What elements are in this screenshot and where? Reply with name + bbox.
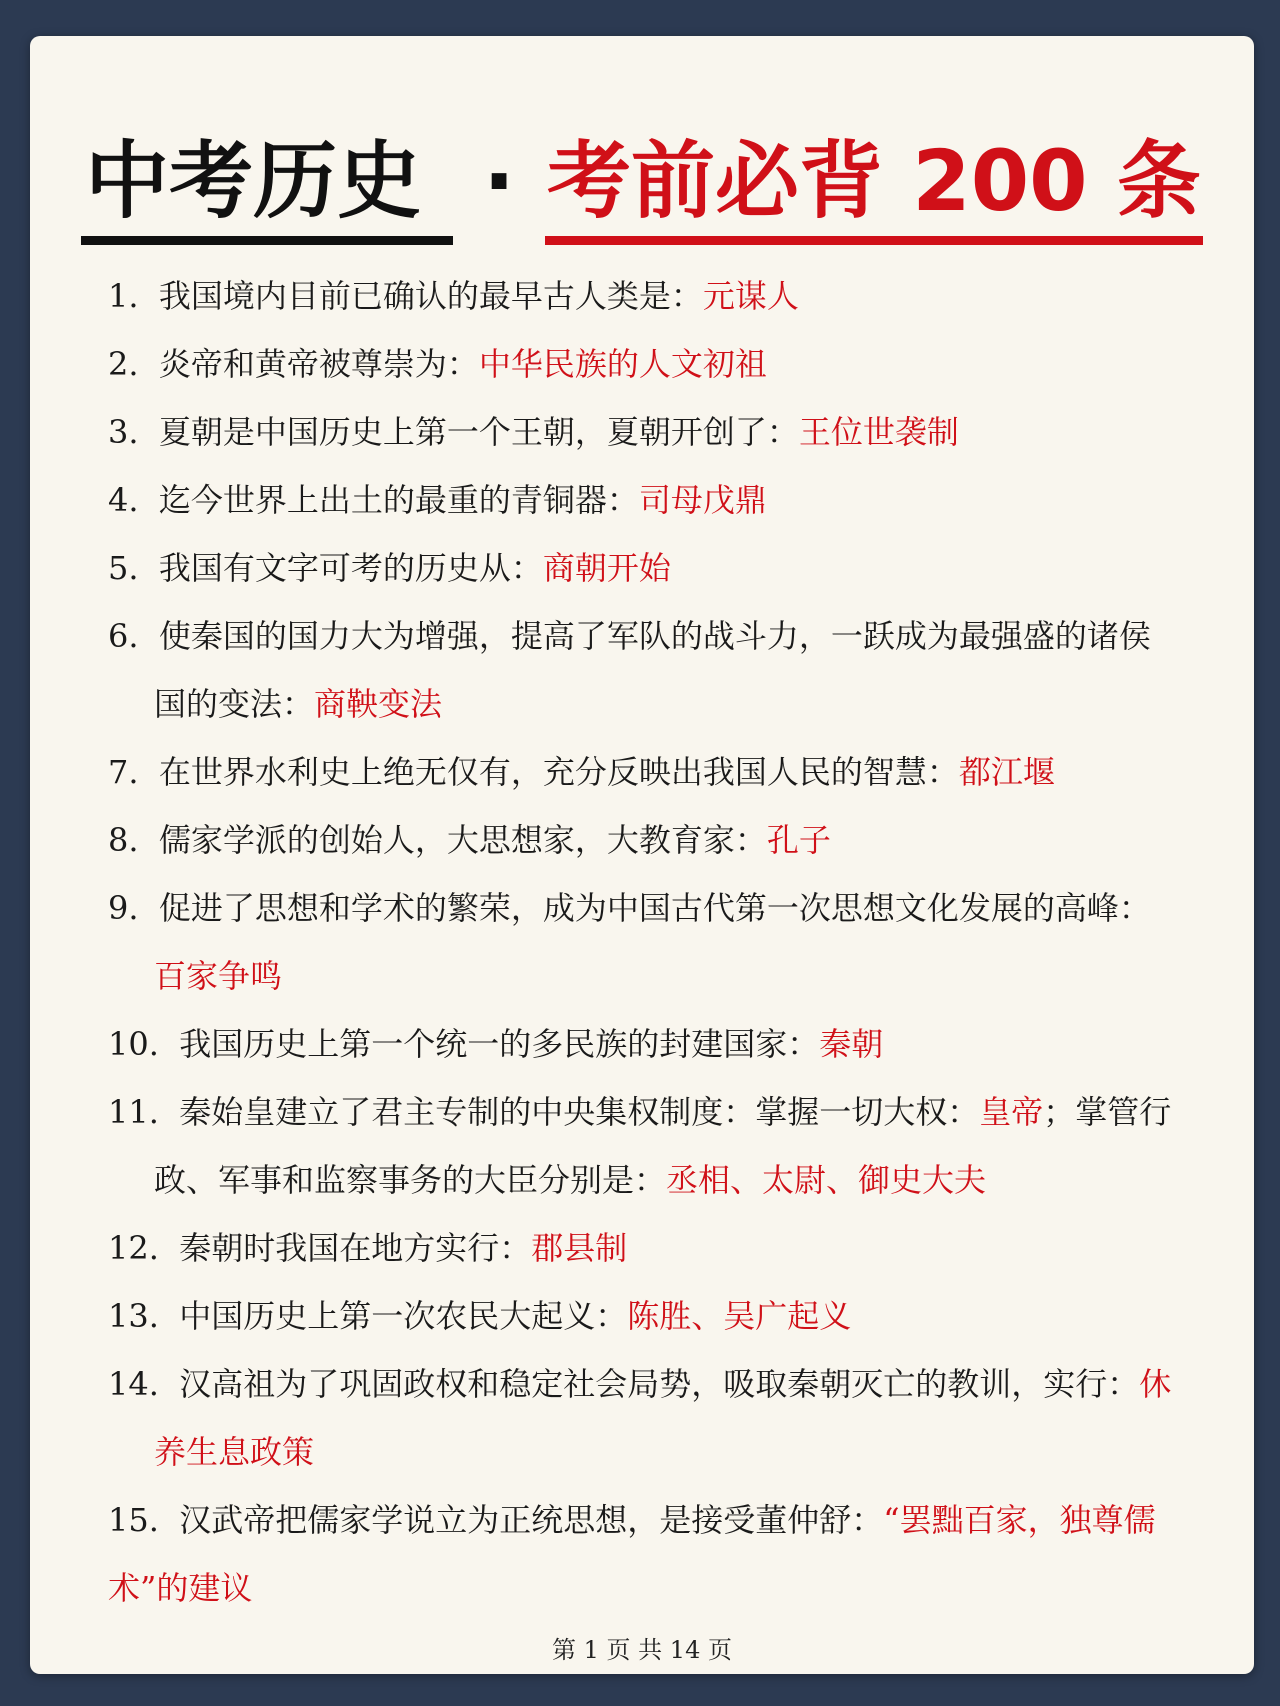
list-item bbox=[108, 534, 1238, 602]
item-answer: 中华民族的人文初祖 bbox=[478, 345, 767, 383]
item-answer: 陈胜、吴广起义 bbox=[627, 1297, 852, 1335]
list-item-continuation bbox=[108, 1146, 1238, 1214]
item-answer: 商朝开始 bbox=[542, 549, 671, 587]
item-number: 13. bbox=[108, 1297, 159, 1335]
page-title bbox=[30, 126, 1254, 256]
item-answer: 养生息政策 bbox=[154, 1433, 315, 1471]
item-question: 秦朝时我国在地方实行： bbox=[179, 1229, 532, 1267]
item-answer: 郡县制 bbox=[531, 1229, 628, 1267]
item-question: 使秦国的国力大为增强，提高了军队的战斗力，一跃成为最强盛的诸侯 bbox=[158, 617, 1151, 655]
list-item-continuation bbox=[108, 1554, 1238, 1622]
item-question: 中国历史上第一次农民大起义： bbox=[179, 1297, 628, 1335]
item-number: 15. bbox=[108, 1501, 159, 1539]
item-question: 秦始皇建立了君主专制的中央集权制度：掌握一切大权： bbox=[179, 1093, 980, 1131]
list-item bbox=[108, 602, 1238, 670]
list-item bbox=[108, 1486, 1238, 1554]
item-number: 4. bbox=[108, 481, 139, 519]
item-answer: 商鞅变法 bbox=[314, 685, 443, 723]
item-answer: 元谋人 bbox=[702, 277, 799, 315]
item-question: 汉高祖为了巩固政权和稳定社会局势，吸取秦朝灭亡的教训，实行： bbox=[179, 1365, 1140, 1403]
item-question: 夏朝是中国历史上第一个王朝，夏朝开创了： bbox=[158, 413, 799, 451]
item-answer: “罢黜百家，独尊儒 bbox=[883, 1501, 1156, 1539]
list-item-continuation bbox=[108, 1418, 1238, 1486]
list-item-continuation bbox=[108, 670, 1238, 738]
item-question: 迄今世界上出土的最重的青铜器： bbox=[158, 481, 639, 519]
item-answer: 秦朝 bbox=[819, 1025, 884, 1063]
item-question: ；掌管行 bbox=[1043, 1093, 1172, 1131]
list-item-continuation bbox=[108, 942, 1238, 1010]
item-question: 促进了思想和学术的繁荣，成为中国古代第一次思想文化发展的高峰： bbox=[158, 889, 1151, 927]
item-question: 我国有文字可考的历史从： bbox=[158, 549, 543, 587]
item-question: 儒家学派的创始人，大思想家，大教育家： bbox=[158, 821, 767, 859]
list-item bbox=[108, 1010, 1238, 1078]
list-item bbox=[108, 262, 1238, 330]
item-number: 9. bbox=[108, 889, 139, 927]
list-item bbox=[108, 1214, 1238, 1282]
item-number: 10. bbox=[108, 1025, 159, 1063]
item-question: 在世界水利史上绝无仅有，充分反映出我国人民的智慧： bbox=[158, 753, 959, 791]
item-question: 我国境内目前已确认的最早古人类是： bbox=[158, 277, 703, 315]
item-answer: 术”的建议 bbox=[108, 1569, 253, 1607]
list-item bbox=[108, 330, 1238, 398]
item-number: 1. bbox=[108, 277, 139, 315]
list-item bbox=[108, 466, 1238, 534]
item-number: 11. bbox=[108, 1093, 159, 1131]
item-answer: 王位世袭制 bbox=[798, 413, 959, 451]
item-answer: 皇帝 bbox=[979, 1093, 1044, 1131]
item-question: 炎帝和黄帝被尊崇为： bbox=[158, 345, 479, 383]
list-item bbox=[108, 1282, 1238, 1350]
list-item bbox=[108, 738, 1238, 806]
title-left: 中考历史 bbox=[81, 126, 453, 245]
item-number: 3. bbox=[108, 413, 139, 451]
list-item bbox=[108, 398, 1238, 466]
title-separator: · bbox=[483, 132, 516, 230]
page-number-footer: 第 1 页 共 14 页 bbox=[552, 1636, 732, 1664]
list-item bbox=[108, 1078, 1238, 1146]
title-right: 考前必背 200 条 bbox=[545, 126, 1203, 245]
document-page bbox=[30, 36, 1254, 1674]
item-answer: 司母戊鼎 bbox=[638, 481, 767, 519]
item-answer: 休 bbox=[1139, 1365, 1172, 1403]
item-question: 国的变法： bbox=[154, 685, 315, 723]
list-item bbox=[108, 874, 1238, 942]
item-answer: 丞相、太尉、御史大夫 bbox=[666, 1161, 987, 1199]
list-item bbox=[108, 1350, 1238, 1418]
item-question: 政、军事和监察事务的大臣分别是： bbox=[154, 1161, 667, 1199]
item-question: 汉武帝把儒家学说立为正统思想，是接受董仲舒： bbox=[179, 1501, 884, 1539]
item-number: 12. bbox=[108, 1229, 159, 1267]
item-number: 6. bbox=[108, 617, 139, 655]
item-number: 8. bbox=[108, 821, 139, 859]
item-answer: 百家争鸣 bbox=[154, 957, 283, 995]
item-answer: 都江堰 bbox=[958, 753, 1055, 791]
list-item bbox=[108, 806, 1238, 874]
item-number: 7. bbox=[108, 753, 139, 791]
item-answer: 孔子 bbox=[766, 821, 831, 859]
item-number: 2. bbox=[108, 345, 139, 383]
item-number: 14. bbox=[108, 1365, 159, 1403]
item-question: 我国历史上第一个统一的多民族的封建国家： bbox=[179, 1025, 820, 1063]
item-number: 5. bbox=[108, 549, 139, 587]
question-list bbox=[108, 262, 1238, 1622]
